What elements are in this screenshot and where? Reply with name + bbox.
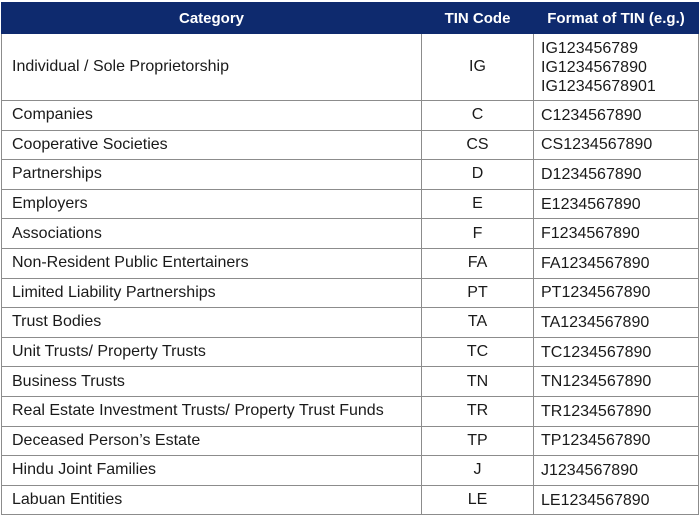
table-row (2, 367, 699, 397)
format-example: IG123456789 (541, 39, 638, 57)
format-cell: TA1234567890 (534, 308, 699, 338)
table-row (2, 278, 699, 308)
tin-code-cell: PT (422, 278, 534, 308)
tin-code-cell: D (422, 160, 534, 190)
format-example: IG12345678901 (541, 77, 656, 95)
category-cell: Individual / Sole Proprietorship (2, 34, 422, 101)
category-cell: Business Trusts (2, 367, 422, 397)
tin-code-cell: E (422, 189, 534, 219)
format-cell: LE1234567890 (534, 485, 699, 515)
table-row (2, 485, 699, 515)
table-row (2, 34, 699, 101)
format-cell: FA1234567890 (534, 248, 699, 278)
format-cell: TP1234567890 (534, 426, 699, 456)
category-cell: Associations (2, 219, 422, 249)
table-row (2, 101, 699, 131)
format-cell: CS1234567890 (534, 130, 699, 160)
table-row (2, 426, 699, 456)
table-row (2, 189, 699, 219)
format-cell: TN1234567890 (534, 367, 699, 397)
tin-code-cell: TN (422, 367, 534, 397)
table-row (2, 396, 699, 426)
category-cell: Limited Liability Partnerships (2, 278, 422, 308)
tin-code-cell: FA (422, 248, 534, 278)
tin-code-cell: TC (422, 337, 534, 367)
tin-format-table (1, 2, 699, 515)
format-cell: D1234567890 (534, 160, 699, 190)
table-row (2, 308, 699, 338)
tin-code-cell: TA (422, 308, 534, 338)
category-cell: Deceased Person’s Estate (2, 426, 422, 456)
tin-code-cell: F (422, 219, 534, 249)
table-row (2, 219, 699, 249)
format-cell: J1234567890 (534, 456, 699, 486)
header-format: Format of TIN (e.g.) (534, 3, 699, 34)
table-row (2, 337, 699, 367)
tin-code-cell: C (422, 101, 534, 131)
tin-code-cell: LE (422, 485, 534, 515)
category-cell: Real Estate Investment Trusts/ Property Trust Funds (2, 396, 422, 426)
table-row (2, 130, 699, 160)
format-cell (534, 34, 699, 101)
format-example: IG1234567890 (541, 58, 647, 76)
header-tin-code: TIN Code (422, 3, 534, 34)
format-cell: TC1234567890 (534, 337, 699, 367)
tin-code-cell: TP (422, 426, 534, 456)
format-cell: C1234567890 (534, 101, 699, 131)
category-cell: Hindu Joint Families (2, 456, 422, 486)
table-row (2, 456, 699, 486)
tin-code-cell: IG (422, 34, 534, 101)
category-cell: Non-Resident Public Entertainers (2, 248, 422, 278)
format-cell: TR1234567890 (534, 396, 699, 426)
tin-code-cell: J (422, 456, 534, 486)
category-cell: Labuan Entities (2, 485, 422, 515)
category-cell: Trust Bodies (2, 308, 422, 338)
format-cell: PT1234567890 (534, 278, 699, 308)
category-cell: Employers (2, 189, 422, 219)
tin-code-cell: CS (422, 130, 534, 160)
tin-code-cell: TR (422, 396, 534, 426)
format-cell: F1234567890 (534, 219, 699, 249)
table-row (2, 248, 699, 278)
table-row (2, 160, 699, 190)
table-body (2, 34, 699, 515)
category-cell: Companies (2, 101, 422, 131)
format-cell: E1234567890 (534, 189, 699, 219)
header-category: Category (2, 3, 422, 34)
table-header (2, 3, 699, 34)
category-cell: Partnerships (2, 160, 422, 190)
category-cell: Cooperative Societies (2, 130, 422, 160)
header-row (2, 3, 699, 34)
category-cell: Unit Trusts/ Property Trusts (2, 337, 422, 367)
